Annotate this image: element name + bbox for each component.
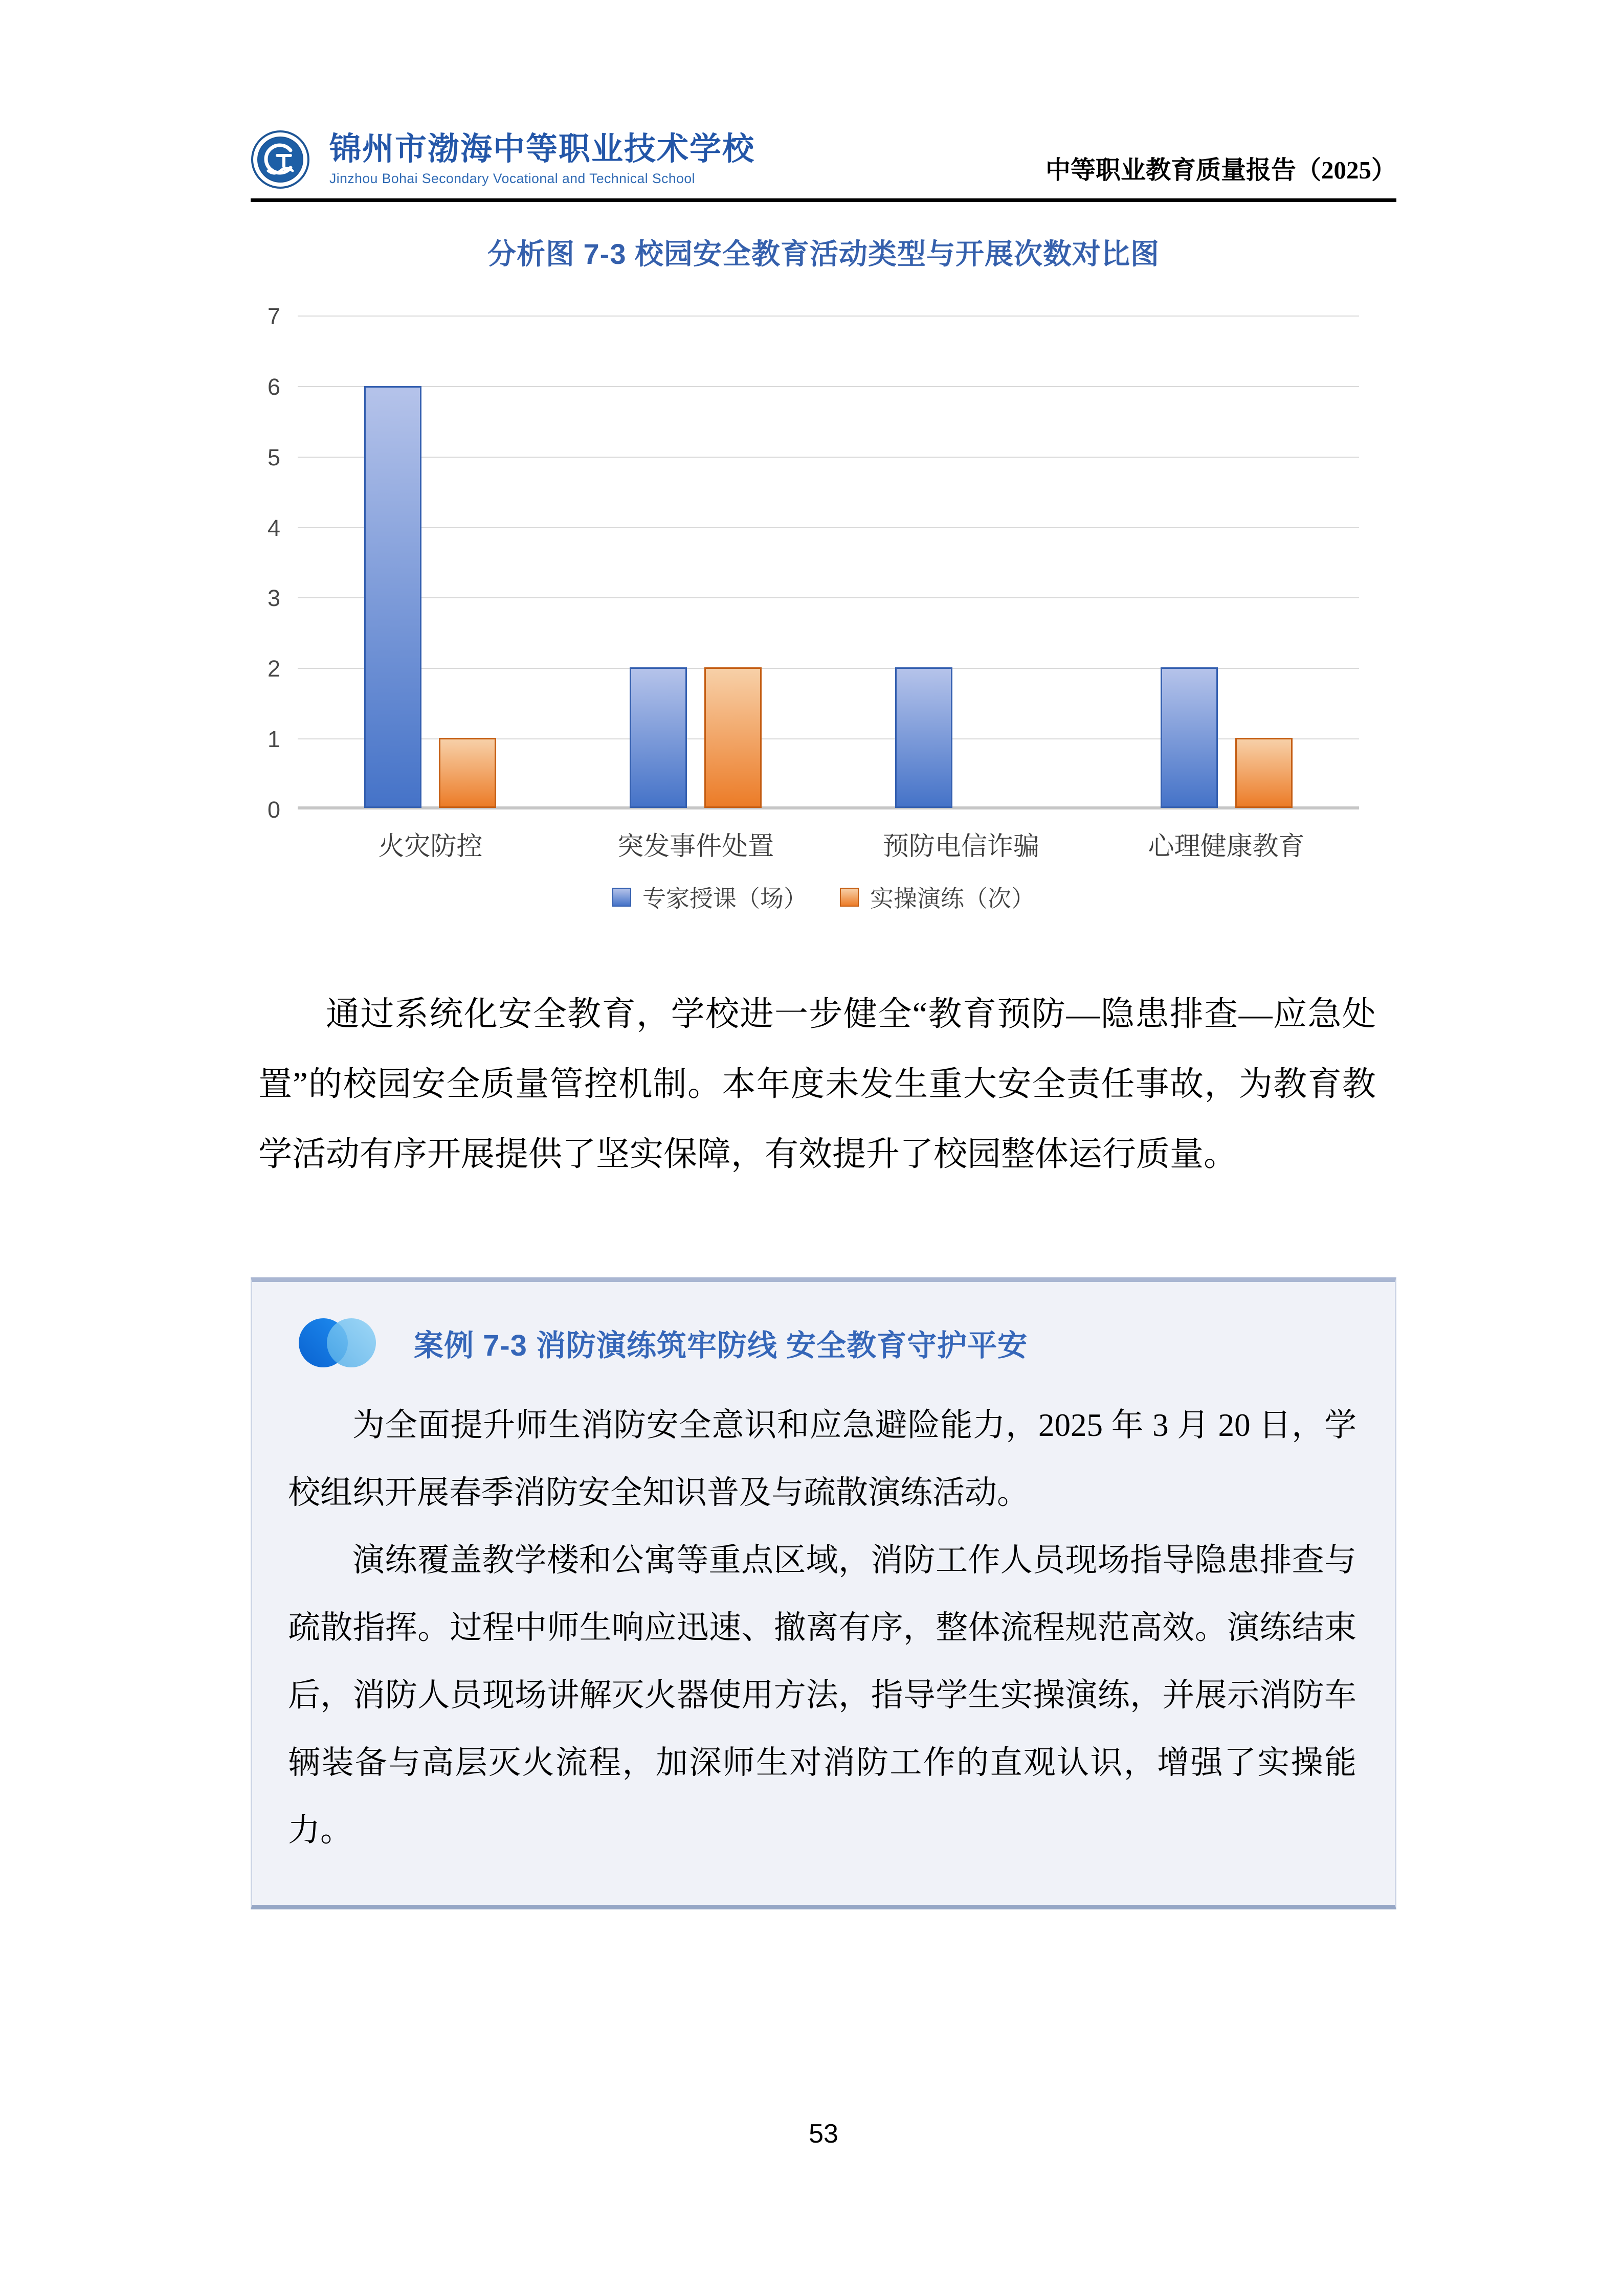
case-title: 案例 7-3 消防演练筑牢防线 安全教育守护平安 bbox=[414, 1329, 1028, 1362]
bar bbox=[704, 667, 762, 808]
chart-plot bbox=[267, 303, 1359, 823]
bar-group bbox=[1094, 316, 1359, 808]
bar-groups bbox=[298, 316, 1359, 808]
y-tick-label: 5 bbox=[267, 444, 280, 470]
bar bbox=[1235, 738, 1293, 808]
chart-legend bbox=[251, 880, 1396, 914]
y-tick-label: 3 bbox=[267, 585, 280, 612]
school-logo-icon bbox=[251, 130, 310, 189]
category-label: 火灾防控 bbox=[378, 832, 483, 861]
bar bbox=[895, 667, 952, 808]
summary-paragraph: 通过系统化安全教育，学校进一步健全“教育预防—隐患排查—应急处置”的校园安全质量管控机制。本年度未发生重大安全责任事故，为教育教学活动有序开展提供了坚实保障，有效提升了校园整体运行质量。 bbox=[258, 996, 1376, 1173]
y-tick-label: 4 bbox=[267, 514, 280, 541]
school-name-en: Jinzhou Bohai Secondary Vocational and Technical School bbox=[329, 171, 696, 187]
page-number: 53 bbox=[809, 2119, 838, 2149]
case-circles-icon bbox=[298, 1317, 384, 1368]
case-body bbox=[288, 1391, 1356, 1864]
header-divider bbox=[251, 198, 1396, 202]
page-content bbox=[251, 115, 1396, 1909]
legend-label: 专家授课（场） bbox=[642, 886, 807, 912]
chart-title: 分析图 7-3 校园安全教育活动类型与开展次数对比图 bbox=[487, 238, 1160, 270]
bar-group bbox=[563, 316, 829, 808]
legend-swatch bbox=[612, 888, 631, 907]
category-label: 突发事件处置 bbox=[617, 832, 774, 861]
bar bbox=[630, 667, 687, 808]
school-name-block bbox=[329, 132, 755, 187]
case-title-row bbox=[288, 1313, 1356, 1373]
y-tick-label: 2 bbox=[267, 656, 280, 682]
bar bbox=[364, 386, 421, 808]
case-box bbox=[251, 1277, 1396, 1909]
bar bbox=[439, 738, 496, 808]
case-paragraph-2: 演练覆盖教学楼和公寓等重点区域，消防工作人员现场指导隐患排查与疏散指挥。过程中师生响应迅速、撤离有序，整体流程规范高效。演练结束后，消防人员现场讲解灭火器使用方法，指导学生实操演练，并展示消防车辆装备与高层灭火流程，加深师生对消防工作的直观认识，增强了实操能力。 bbox=[288, 1542, 1356, 1848]
page-header bbox=[251, 115, 1396, 189]
legend-item bbox=[612, 880, 807, 914]
y-tick-label: 6 bbox=[267, 373, 280, 400]
legend-label: 实操演练（次） bbox=[870, 886, 1035, 912]
y-tick-label: 1 bbox=[267, 726, 280, 753]
chart-categories bbox=[298, 825, 1359, 863]
school-brand bbox=[251, 130, 755, 189]
bar bbox=[1161, 667, 1218, 808]
category-label: 心理健康教育 bbox=[1148, 832, 1305, 861]
category-label: 预防电信诈骗 bbox=[882, 832, 1039, 861]
school-name-cn: 锦州市渤海中等职业技术学校 bbox=[329, 131, 755, 167]
legend-item bbox=[840, 880, 1035, 914]
report-title: 中等职业教育质量报告（2025） bbox=[1045, 156, 1396, 184]
legend-swatch bbox=[840, 888, 859, 907]
y-tick-label: 0 bbox=[267, 797, 280, 823]
y-tick-label: 7 bbox=[267, 303, 280, 330]
bar-group bbox=[298, 316, 563, 808]
bar-group bbox=[829, 316, 1094, 808]
case-paragraph-1: 为全面提升师生消防安全意识和应急避险能力，2025 年 3 月 20 日，学校组织开展春季消防安全知识普及与疏散演练活动。 bbox=[288, 1407, 1356, 1511]
